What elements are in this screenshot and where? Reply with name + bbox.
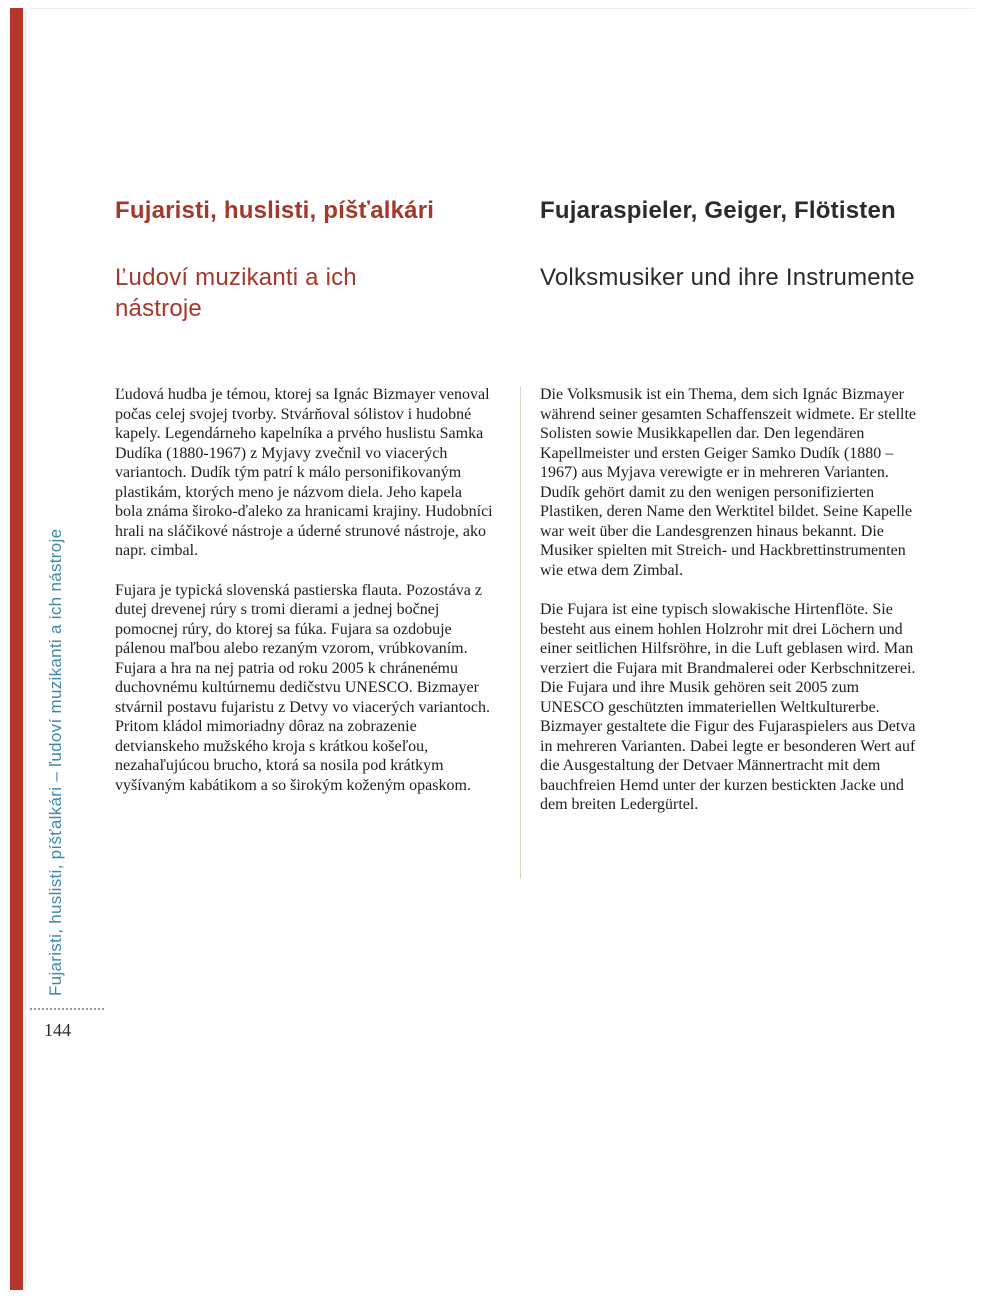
page-number: 144 (44, 1020, 71, 1040)
page-edge-line-horizontal (25, 8, 975, 9)
page-edge-line-vertical (25, 8, 26, 1290)
paragraph-slovak-1: Ľudová hudba je témou, ktorej sa Ignác Bizmayer venoval počas celej svojej tvorby. Stvárňoval sólistov i hudobné kapely. Legendárneho kapelníka a prvého huslistu Samka Dudíka (1880-1967) z Myjavy zvečnil vo viacerých variantoch. Dudík tým patrí k málo personifikovaným plastikám, ktorých meno je názvom diela. Jeho kapela bola známa široko-ďaleko za hranicami krajiny. Hudobníci hrali na sláčikové nástroje a úderné strunové nástroje, ako napr. cimbal. (115, 386, 493, 559)
column-german-header (540, 196, 927, 385)
page-number-rule (30, 1008, 104, 1010)
column-divider (520, 386, 521, 879)
paragraph-german-2: Die Fujara ist eine typisch slowakische Hirtenflöte. Sie besteht aus einem hohlen Holzrohr mit drei Löchern und einer seitlichen Hilfsröhre, in die Luft geblasen wird. Man verziert die Fujara mit Brandmalerei oder Kerbschnitzerei. Die Fujara und ihre Musik gehören seit 2005 zum UNESCO geschützten immateriellen Weltkulturerbe. Bizmayer gestaltete die Figur des Fujaraspielers aus Detva in mehreren Varianten. Dabei legte er besonderen Wert auf die Ausgestaltung der Detvaer Männertracht mit dem bauchfreien Hemd unter der kurzen bestickten Jacke und dem breiten Ledergürtel. (540, 601, 916, 813)
paragraph-slovak-2: Fujara je typická slovenská pastierska flauta. Pozostáva z dutej drevenej rúry s tromi dierami a jednej bočnej pomocnej rúry, do ktorej sa fúka. Fujara sa ozdobuje pálenou maľbou alebo rezaným vzorom, vrúbkovaním. Fujara a hra na nej patria od roku 2005 k chránenému duchovnému kultúrnemu dedičstvu UNESCO. Bizmayer stvárnil postavu fujaristu z Detvy vo viacerých variantoch. Pritom kládol mimoriadny dôraz na zobrazenie detvianskeho mužského kroja s krátkou košeľou, nezahaľujúcou brucho, ktorá sa nosila pod krátkym vyšívaným kabátikom a so širokým koženým opaskom. (115, 581, 490, 794)
column-german (540, 196, 927, 815)
subheading-slovak: Ľudoví muzikanti a ich nástroje (115, 264, 357, 322)
subheading-german: Volksmusiker und ihre Instrumente (540, 264, 915, 291)
paragraph-german-1: Die Volksmusik ist ein Thema, dem sich Ignác Bizmayer während seiner gesamten Schaffenszeit widmete. Er stellte Solisten sowie Musikkapellen dar. Den legendären Kapellmeister und ersten Geiger Samko Dudík (1880 – 1967) aus Myjava verewigte er in mehreren Varianten. Dudík gehört damit zu den wenigen personifizierten Plastiken, deren Name den Werktitel bildet. Seine Kapelle war weit über die Landesgrenzen hinaus bekannt. Die Musiker spielten mit Streich- und Hackbrettinstrumenten wie etwa dem Zimbal. (540, 386, 917, 579)
column-slovak-header (115, 196, 493, 385)
column-slovak (115, 196, 493, 815)
chapter-vertical-label: Fujaristi, huslisti, píšťalkári – ľudoví muzikanti a ich nástroje (46, 528, 65, 996)
heading-slovak: Fujaristi, huslisti, píšťalkári (115, 197, 435, 224)
left-accent-bar (10, 8, 23, 1290)
text-columns (115, 196, 927, 815)
heading-german: Fujaraspieler, Geiger, Flötisten (540, 197, 896, 224)
